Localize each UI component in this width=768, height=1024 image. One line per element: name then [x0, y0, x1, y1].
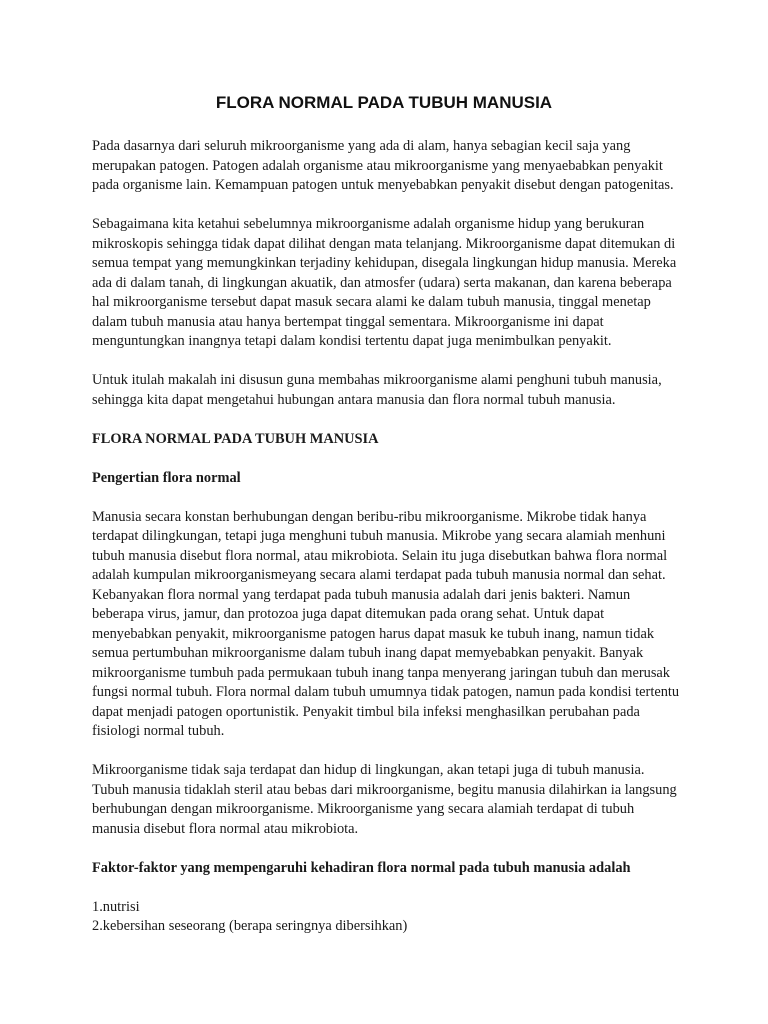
- document-title: FLORA NORMAL PADA TUBUH MANUSIA: [215, 93, 553, 112]
- factors-heading: Faktor-faktor yang mempengaruhi kehadiran flora normal pada tubuh manusia adalah: [92, 859, 631, 876]
- factors-list: [92, 898, 680, 937]
- paragraph-purpose: Untuk itulah makalah ini disusun guna membahas mikroorganisme alami penghuni tubuh manusia, sehingga kita dapat mengetahui hubungan antara manusia dan flora normal tubuh manusia.: [92, 372, 662, 408]
- paragraph-definition: Manusia secara konstan berhubungan dengan beribu-ribu mikroorganisme. Mikrobe tidak hanya terdapat dilingkungan, tetapi juga menghuni tubuh manusia. Mikrobe yang secara alamiah menhuni tubuh manusia disebut flora normal, atau mikrobiota. Selain itu juga disebutkan bahwa flora normal adalah kumpulan mikroorganismeyang secara alami terdapat pada tubuh manusia normal dan sehat. Kebanyakan flora normal yang terdapat pada tubuh manusia adalah dari jenis bakteri. Namun beberapa virus, jamur, dan protozoa juga dapat ditemukan pada orang sehat. Untuk dapat menyebabkan penyakit, mikroorganisme patogen harus dapat masuk ke tubuh inang, namun tidak semua pertumbuhan mikroorganisme dalam tubuh inang dapat memyebabkan penyakit. Banyak mikroorganisme tumbuh pada permukaan tubuh inang tanpa menyerang jaringan tubuh dan merusak fungsi normal tubuh. Flora normal dalam tubuh umumnya tidak patogen, namun pada kondisi tertentu dapat menjadi patogen oportunistik. Penyakit timbul bila infeksi menghasilkan perubahan pada fisiologi normal tubuh.: [92, 508, 680, 739]
- list-item: 2.kebersihan seseorang (berapa seringnya dibersihkan): [92, 918, 408, 934]
- list-item: 1.nutrisi: [92, 898, 140, 915]
- paragraph-intro: Pada dasarnya dari seluruh mikroorganisme yang ada di alam, hanya sebagian kecil saja yang merupakan patogen. Patogen adalah organisme atau mikroorganisme yang menyaebabkan penyakit pada organisme lain. Kemampuan patogen untuk menyebabkan penyakit disebut dengan patogenitas.: [92, 138, 674, 193]
- subsection-heading: Pengertian flora normal: [92, 469, 241, 486]
- paragraph-human-body: Mikroorganisme tidak saja terdapat dan hidup di lingkungan, akan tetapi juga di tubuh manusia. Tubuh manusia tidaklah steril atau bebas dari mikroorganisme, begitu manusia dilahirkan ia langsung berhubungan dengan mikroorganisme. Mikroorganisme yang secara alamiah terdapat di tubuh manusia disebut flora normal atau mikrobiota.: [92, 762, 677, 837]
- document-body: [92, 137, 680, 937]
- section-heading: FLORA NORMAL PADA TUBUH MANUSIA: [92, 430, 379, 447]
- paragraph-microorganisms: Sebagaimana kita ketahui sebelumnya mikroorganisme adalah organisme hidup yang berukuran mikroskopis sehingga tidak dapat dilihat dengan mata telanjang. Mikroorganisme dapat ditemukan di semua tempat yang memungkinkan terjadiny kehidupan, disegala lingkungan hidup manusia. Mereka ada di dalam tanah, di lingkungan akuatik, dan atmosfer (udara) serta makanan, dan karena beberapa hal mikroorganisme tersebut dapat masuk secara alami ke dalam tubuh manusia, tinggal menetap dalam tubuh manusia atau hanya bertempat tinggal sementara. Mikroorganisme ini dapat menguntungkan inangnya tetapi dalam kondisi tertentu dapat juga menimbulkan penyakit.: [92, 216, 677, 349]
